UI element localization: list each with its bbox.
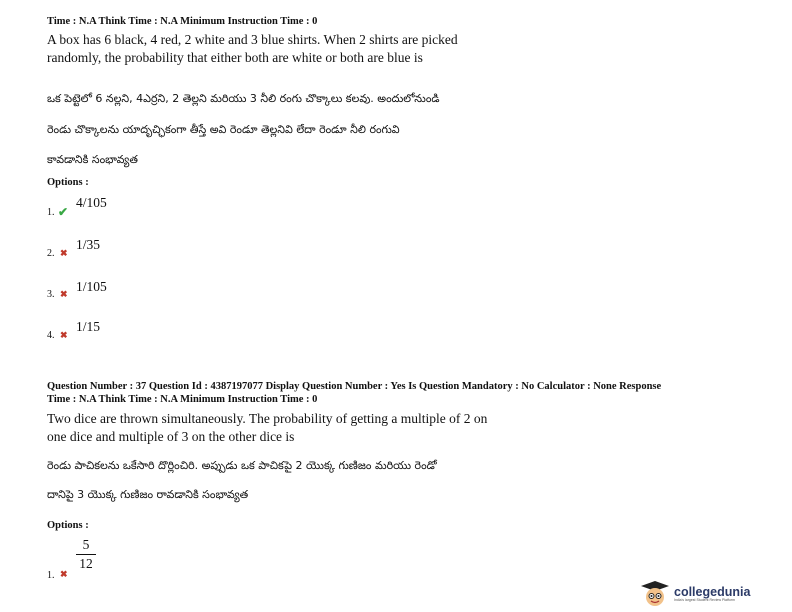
cross-icon: ✖ <box>60 248 68 258</box>
q1-text-te-3: కావడానికి సంభావ్యత <box>47 153 138 166</box>
q1-option-1-number: 1. <box>47 207 55 218</box>
q1-option-1-value: 4/105 <box>76 195 107 210</box>
brand-logo <box>640 580 750 608</box>
fraction-bar <box>76 554 96 555</box>
q2-option-1-fraction <box>76 537 96 572</box>
q2-text-te-1: రెండు పాచికలను ఒకేసారి దొర్లించిరి. అప్పుడు ఒక పాచికపై 2 యొక్క గుణిజం మరియు రెండో <box>47 459 437 472</box>
q1-text-en-1: A box has 6 black, 4 red, 2 white and 3 blue shirts. When 2 shirts are picked <box>47 32 458 47</box>
fraction-denominator: 12 <box>79 556 93 571</box>
cross-icon: ✖ <box>60 569 68 579</box>
mascot-icon <box>640 580 670 608</box>
q2-option-1-number: 1. <box>47 570 55 581</box>
q1-option-4-number: 4. <box>47 330 55 341</box>
brand-wordmark <box>674 586 750 602</box>
q1-options-label: Options : <box>47 177 89 188</box>
brand-name: collegedunia <box>674 585 751 599</box>
q2-text-en-2: one dice and multiple of 3 on the other dice is <box>47 429 295 444</box>
q2-header: Question Number : 37 Question Id : 4387197077 Display Question Number : Yes Is Question Mandatory : No Calculator : None Response <box>47 381 662 392</box>
q1-text-te-1: ఒక పెట్టెలో 6 నల్లని, 4ఎర్రని, 2 తెల్లని మరియు 3 నీలి రంగు చొక్కాలు కలవు. అందులోనుండి <box>47 92 440 105</box>
fraction-numerator: 5 <box>82 537 90 552</box>
q1-meta: Time : N.A Think Time : N.A Minimum Instruction Time : 0 <box>47 16 318 27</box>
q2-meta: Time : N.A Think Time : N.A Minimum Instruction Time : 0 <box>47 394 318 405</box>
q1-option-2-value: 1/35 <box>76 237 101 252</box>
brand-tagline: India's largest Student Review Platform <box>674 598 735 602</box>
q1-text-en-2: randomly, the probability that either both are white or both are blue is <box>47 50 423 65</box>
q1-option-3-number: 3. <box>47 289 55 300</box>
q2-text-en-1: Two dice are thrown simultaneously. The probability of getting a multiple of 2 on <box>47 411 488 426</box>
check-icon: ✔ <box>58 205 69 219</box>
q1-option-4-value: 1/15 <box>76 319 101 334</box>
q2-text-te-2: దానిపై 3 యొక్క గుణిజం రావడానికి సంభావ్యత <box>47 488 249 501</box>
cross-icon: ✖ <box>60 330 68 340</box>
q1-option-2-number: 2. <box>47 248 55 259</box>
q2-options-label: Options : <box>47 520 89 531</box>
q1-text-te-2: రెండు చొక్కాలను యాదృచ్ఛికంగా తీస్తే అవి రెండూ తెల్లనివి లేదా రెండూ నీలి రంగువి <box>47 123 400 136</box>
q1-option-3-value: 1/105 <box>76 279 107 294</box>
cross-icon: ✖ <box>60 289 68 299</box>
